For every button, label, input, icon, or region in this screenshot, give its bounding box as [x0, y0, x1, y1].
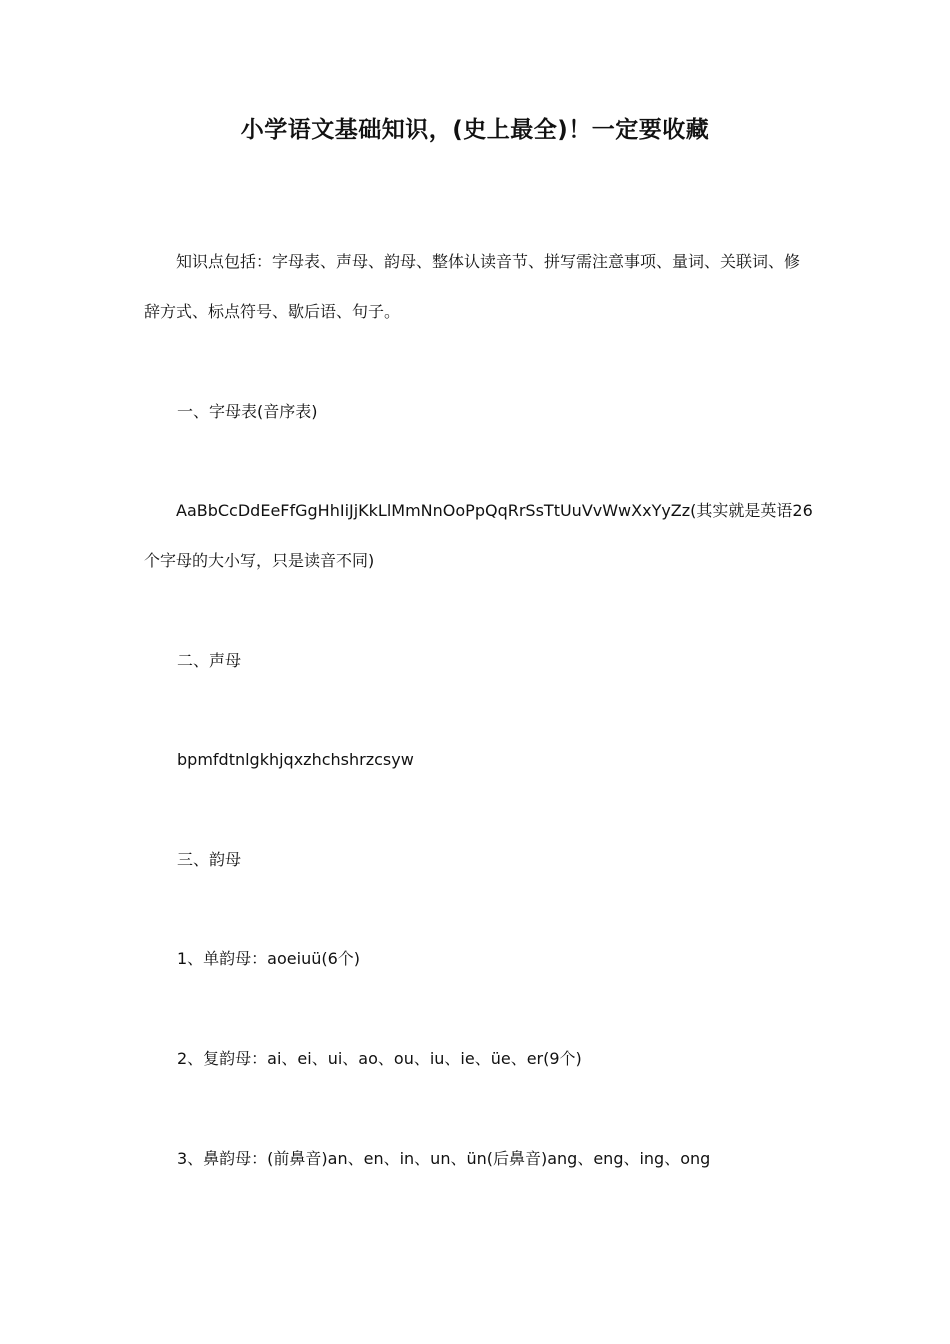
section2-body: bpmfdtnlgkhjqxzhchshrzcsyw: [177, 750, 414, 769]
intro-paragraph: 知识点包括：字母表、声母、韵母、整体认读音节、拼写需注意事项、量词、关联词、修辞方式、标点符号、歇后语、句子。: [144, 252, 801, 321]
section3-item-2: 2、复韵母：ai、ei、ui、ao、ou、iu、ie、üe、er(9个): [177, 1049, 582, 1068]
section3-heading: 三、韵母: [177, 850, 242, 869]
section1-heading: 一、字母表(音序表): [177, 402, 318, 421]
section1-body: AaBbCcDdEeFfGgHhIiJjKkLlMmNnOoPpQqRrSsTtUuVvWwXxYyZz(其实就是英语26个字母的大小写，只是读音不同): [144, 501, 813, 570]
section2-heading: 二、声母: [177, 651, 242, 670]
document-title: 小学语文基础知识，(史上最全)！一定要收藏: [240, 117, 710, 143]
section3-item-3: 3、鼻韵母：(前鼻音)an、en、in、un、ün(后鼻音)ang、eng、ing、ong: [177, 1149, 711, 1168]
section3-item-1: 1、单韵母：aoeiuü(6个): [177, 949, 361, 968]
